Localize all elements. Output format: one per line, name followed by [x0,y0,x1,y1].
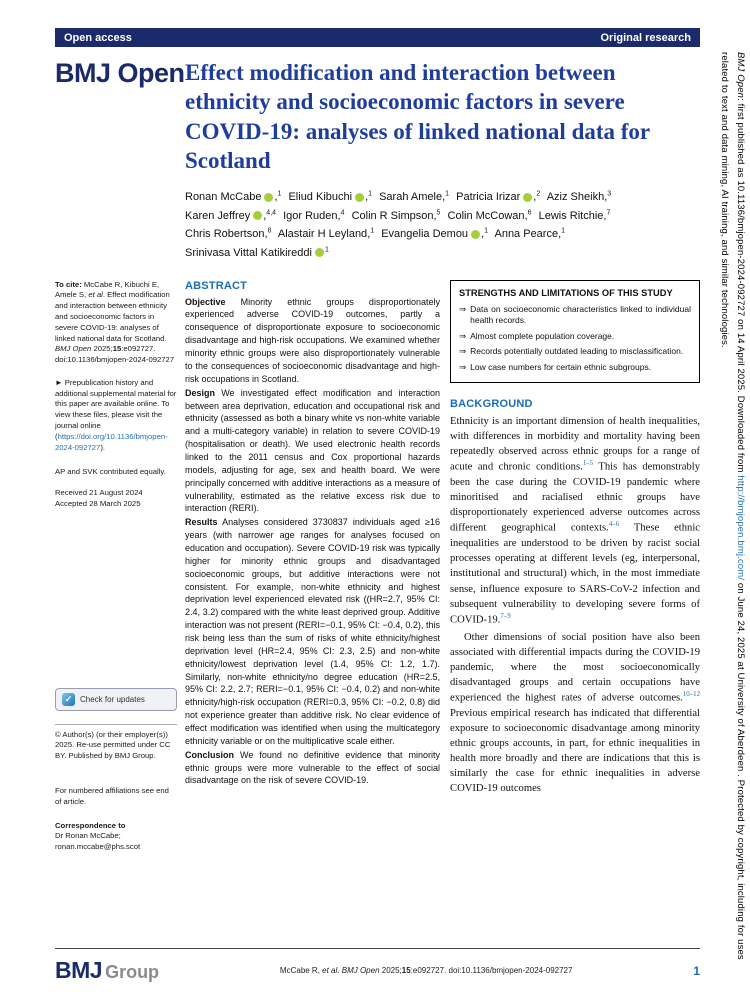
abstract-heading: ABSTRACT [185,279,248,292]
received-date: Received 21 August 2024 [55,488,143,498]
affiliation-superscript: 4,4 [266,209,277,217]
author-name: Karen Jeffrey [185,209,251,222]
author [352,210,441,222]
affiliation-superscript: 6 [527,209,532,217]
strengths-item-text: Data on socioeconomic characteristics linked to individual health records. [470,303,691,326]
side-copyright-strip: BMJ Open: first published as 10.1136/bmjopen-2024-092727 on 14 April 2025. Downloaded from http://bmjopen.bmj.com/ on June 24, 2025 at University of Aberdeen . Protected by copyright, including for uses related to text and data mining, AI training, and similar technologies. [718,52,746,960]
author [381,228,488,240]
author [547,191,611,203]
journal-logo-box [55,58,185,176]
page-content [55,0,700,1000]
citation-note: To cite: McCabe R, Kibuchi E, Amele S, et al. Effect modification and interaction between ethnicity and socioeconomic factors in severe COVID-19: analyses of linked national data for Scotland. BMJ Open 2025;15:e092727. doi:10.1136/bmjopen-2024-092727 [55,279,175,365]
author-separator: , [533,191,537,204]
check-for-updates-button[interactable] [55,688,177,711]
author [448,210,532,222]
abstract-column [185,280,440,948]
author-name: Ronan McCabe [185,191,262,204]
author-separator: , [367,228,371,241]
abstract-paragraph [185,387,440,516]
check-for-updates-label: Check for updates [80,694,145,704]
abstract-paragraph-text: We investigated effect modification and interaction between area deprivation, education and occupational risk and ethnicity (assessed as both a binary white vs non-white variable and a multi-category variable) in relation to severe COVID-19 (hospitalisation or death). We used electronic health records linked to the 2011 census and Cox proportional hazards models, adjusting for age, sex and health board. We were principally concerned with additive interactions as a measure of vulnerability, estimated as the relative excess risk due to interaction (RERI). [185,387,440,514]
abstract-paragraph-label: Objective [185,296,226,307]
author-name: Eliud Kibuchi [288,191,353,204]
abstract-paragraph-label: Design [185,387,216,398]
author [278,228,374,240]
affiliation-superscript: 8 [267,227,272,235]
crossmark-icon [62,693,75,706]
affiliation-superscript: 1 [324,246,329,254]
author-list [185,189,690,263]
author-name: Aziz Sheikh [546,191,605,204]
abstract-paragraph-label: Conclusion [185,749,234,760]
author [494,228,565,240]
affiliation-superscript: 1 [445,190,450,198]
affiliation-superscript: 1 [277,190,282,198]
strengths-item [459,362,691,373]
author-separator: , [524,209,528,222]
orcid-icon[interactable] [264,193,273,202]
author [288,191,372,203]
author [379,191,449,203]
author-name: Anna Pearce [494,228,559,241]
affiliation-superscript: 3 [607,190,612,198]
author-separator: , [481,228,485,241]
page-footer [55,948,700,984]
author [185,228,271,240]
author [185,210,276,222]
author-name: Patricia Irizar [456,191,521,204]
author-separator: , [603,209,607,222]
author-separator: , [365,191,369,204]
author-separator: , [604,191,608,204]
strengths-item-text: Almost complete population coverage. [470,330,615,341]
bmj-open-logo[interactable]: BMJ Open [55,58,185,88]
abstract-paragraph [185,516,440,747]
article-title: Effect modification and interaction between ethnicity and socioeconomic factors in severe COVID-19: analyses of linked national data for Scotland [185,60,650,174]
orcid-icon[interactable] [355,193,364,202]
orcid-icon[interactable] [523,193,532,202]
correspondence-email[interactable]: ronan.mccabe@phs.scot [55,842,141,852]
check-icon: ✓ [64,693,73,704]
double-arrow-icon: ⇒ [459,361,467,372]
strengths-limitations-box [450,280,700,383]
author-separator: , [442,191,446,204]
author [185,191,281,203]
author [539,210,611,222]
page-number: 1 [693,963,700,978]
author-name: Lewis Ritchie [538,209,604,222]
group-logo-text: Group [105,962,160,982]
affiliation-superscript: 7 [606,209,611,217]
author-name: Srinivasa Vittal Katikireddi [185,246,312,259]
abstract-body [185,296,440,788]
author [456,191,540,203]
background-heading: BACKGROUND [450,397,533,410]
double-arrow-icon: ⇒ [459,330,467,341]
author-name: Colin McCowan [447,209,525,222]
affiliation-superscript: 1 [484,227,489,235]
open-access-label: Open access [64,31,132,44]
footer-citation: McCabe R, et al. BMJ Open 2025;15:e092727. doi:10.1136/bmjopen-2024-092727 [279,966,573,975]
abstract-paragraph-text: Analyses considered 3730837 individuals aged ≥16 years (with narrower age ranges for analyses focused on education and occupation). Severe COVID-19 risk was typically higher for minority ethnic groups and disadvantaged socioeconomic groups, but additive interactions were not consistent. For example, non-white ethnicity and highest deprivation level experienced elevated risk ((HR=2.7, 95% CI: 2.4, 3.2) compared with the white least deprived group. Additive interaction was not present (RERI=−0.1, 95% CI: −0.4, 0.2), this risk being less than the sum of risks of white ethnicity/highest deprivation level (HR=2.4, 95% CI: 2.3, 2.5) and non-white ethnicity/lowest deprivation level (1.4, 95% CI: 1.2, 1.7). Similarly, non-white ethnicity/no degree education (HR=2.5, 95% CI: 2.2, 2.7; RERI=−0.1, 95% CI: −0.4, 0.2) and non-white ethnicity/high-risk occupation (RERI=0.3, 95% CI: −0.2, 0.8) did not experience greater than additive risk. No clear evidence of effect modification was identified when using the multicategory ethnicity variable or on the multiplicative scale either. [185,517,440,746]
strengths-item [459,346,691,357]
equal-contribution-note: AP and SVK contributed equally. [55,467,166,477]
author-separator: , [264,228,268,241]
prepublication-note: ► Prepublication history and additional supplemental material for this paper are available online. To view these files, please visit the journal online (https://doi.org/10.1136/bmjopen-2024-092727). [55,377,177,452]
author-separator: , [558,228,562,241]
author-name: Sarah Amele [379,191,443,204]
strengths-item [459,331,691,342]
left-info-column [55,280,177,948]
original-research-label: Original research [600,31,691,44]
accepted-date: Accepted 28 March 2025 [55,498,141,508]
affiliation-superscript: 1 [368,190,373,198]
header [55,58,700,176]
abstract-paragraph-label: Results [185,517,218,528]
orcid-icon[interactable] [315,248,324,257]
strengths-item-text: Records potentially outdated leading to misclassification. [470,346,684,357]
affiliation-superscript: 1 [561,227,566,235]
affiliation-superscript: 2 [536,190,541,198]
article-type-bar [55,28,700,47]
strengths-box-title: STRENGTHS AND LIMITATIONS OF THIS STUDY [459,287,673,298]
author-name: Chris Robertson [185,228,265,241]
author-separator: , [274,191,278,204]
author [185,247,329,259]
copyright-note: © Author(s) (or their employer(s)) 2025. Re-use permitted under CC BY. Published by BMJ Group. [55,724,177,762]
strengths-item [459,304,691,327]
main-text-column [450,280,700,948]
author-name: Alastair H Leyland [277,228,368,241]
abstract-paragraph [185,296,440,386]
abstract-paragraph-text: Minority ethnic groups disproportionately experienced adverse COVID-19 outcomes, partly a consequence of disproportionate exposure to socioeconomic disadvantage and high-risk occupations. We examined whether minority ethnic groups were also disproportionately vulnerable to the consequences of socioeconomic disadvantage and high-risk occupations in Scotland. [185,296,440,384]
abstract-paragraph [185,749,440,788]
double-arrow-icon: ⇒ [459,346,467,357]
affiliation-superscript: 5 [436,209,441,217]
strengths-list [459,304,691,373]
abstract-paragraph-text: We found no definitive evidence that minority ethnic groups were more vulnerable to the effect of social disadvantage on the risk of severe COVID-19. [185,749,440,786]
affiliation-superscript: 4 [340,209,345,217]
author-separator: , [433,209,437,222]
background-paragraph: Ethnicity is an important dimension of health inequalities, with differences in morbidity and mortality having been repeatedly observed across ethnic groups for a range of acute and chronic conditions.$^{1-5}$ This has demonstrably been the case during the COVID-19 pandemic where minoritised and racialised ethnic groups have disproportionately experienced adverse outcomes across different geographical contexts.$^{4-6}$ These ethnic inequalities are understood to be driven by racist social processes operating at different levels (eg, interpersonal, institutional and structural) which, in the most immediate sense, influence exposure to SARS-CoV-2 infection and subsequent vulnerability to developing severe forms of COVID-19.$^{7-9}$ [450,415,700,626]
orcid-icon[interactable] [471,230,480,239]
author-separator: , [263,209,267,222]
affiliations-note: For numbered affiliations see end of article. [55,786,169,806]
bmj-logo-text: BMJ [55,957,103,983]
double-arrow-icon: ⇒ [459,303,467,314]
author-name: Evangelia Demou [381,228,469,241]
background-paragraph: Other dimensions of social position have also been associated with differential impacts during the COVID-19 pandemic, where the most socioeconomically disadvantaged groups and certain occupations have experienced the highest rates of adverse outcomes.$^{10-12}$ Previous empirical research has indicated that differential exposure to socioeconomic disadvantage among minority ethnic groups accounts, in part, for ethnic inequalities in health more broadly and there are indications that this is similarly the case for ethnic inequalities in adverse COVID-19 outcomes [450,631,700,795]
author [283,210,344,222]
bmj-group-logo[interactable] [55,957,159,984]
affiliation-superscript: 1 [370,227,375,235]
author-name: Colin R Simpson [351,209,434,222]
strengths-item-text: Low case numbers for certain ethnic subgroups. [470,361,652,372]
author-name: Igor Ruden [283,209,338,222]
correspondence-block [55,821,177,853]
orcid-icon[interactable] [253,211,262,220]
three-column-body [55,280,700,948]
author-separator: , [337,209,341,222]
correspondence-name: Dr Ronan McCabe; [55,831,121,841]
correspondence-label: Correspondence to [55,820,126,830]
